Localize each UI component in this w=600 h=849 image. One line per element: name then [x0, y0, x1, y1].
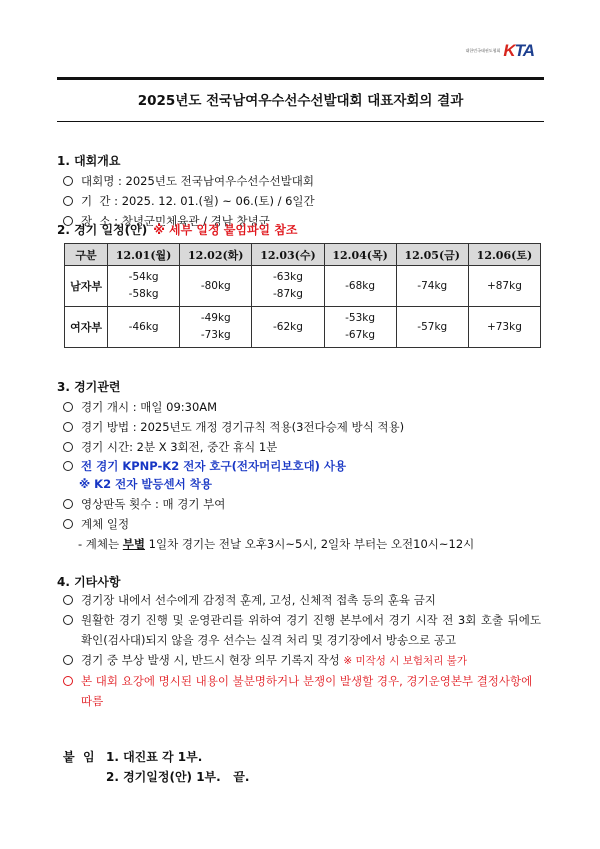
section-3-heading: 3. 경기관련 [57, 380, 121, 394]
header-cell: 12.01(월) [108, 244, 180, 266]
bullet-icon [63, 442, 73, 452]
s4-item-dispute [63, 671, 541, 711]
s1-item-venue-text: 장 소 : 창녕군민체육관 / 경남 창녕군 [81, 214, 270, 228]
weighin-detail-underlined: 부별 [122, 537, 146, 551]
attachment-2: 2. 경기일정(안) 1부. 끝. [106, 770, 250, 784]
weight-class: -68kg [345, 279, 376, 292]
s3-item-video-text: 영상판독 횟수 : 매 경기 부여 [81, 497, 226, 511]
bullet-icon [63, 655, 73, 665]
header-cell: 12.04(목) [324, 244, 396, 266]
s4-injury-warning: ※ 미작성 시 보험처리 불가 [343, 655, 467, 667]
s4-item-callout [63, 610, 541, 650]
attachment-1: 1. 대진표 각 1부. [106, 750, 203, 764]
weight-class: -63kg [272, 271, 303, 283]
title-rule-bottom [57, 121, 544, 122]
bullet-icon [63, 676, 73, 686]
table-cell [324, 266, 396, 307]
s1-item-period [63, 193, 315, 209]
logo-mark-k: K [503, 41, 515, 60]
bullet-icon [63, 402, 73, 412]
bullet-icon [63, 595, 73, 605]
weight-class: -87kg [272, 288, 303, 300]
s3-item-time [63, 439, 277, 455]
s1-item-name [63, 173, 314, 189]
weighin-detail-pre: - 계체는 [78, 537, 120, 551]
weight-class: -53kg [345, 312, 376, 324]
s3-item-weighin-text: 계체 일정 [81, 517, 130, 531]
weight-class: -67kg [345, 329, 376, 341]
table-row-women [65, 307, 541, 348]
s3-item-video [63, 496, 225, 512]
attachment-label: 붙 임 [63, 750, 95, 764]
schedule-table [64, 243, 541, 348]
title-rule-top [57, 77, 544, 80]
s3-item-start [63, 399, 217, 415]
header-cell: 12.03(수) [252, 244, 324, 266]
table-header-row [65, 244, 541, 266]
row-label: 여자부 [65, 307, 108, 348]
s4-item-injury-text: 경기 중 부상 발생 시, 반드시 현장 의무 기록지 작성 [81, 653, 340, 667]
table-cell [252, 307, 324, 348]
s3-item-time-text: 경기 시간: 2분 X 3회전, 중간 휴식 1분 [81, 440, 278, 454]
weight-class: -62kg [272, 320, 303, 333]
logo-mark [503, 41, 534, 61]
s3-item-equipment-text: 전 경기 KPNP-K2 전자 호구(전자머리보호대) 사용 [81, 459, 347, 473]
table-cell [108, 266, 180, 307]
header-cell: 12.06(토) [468, 244, 540, 266]
section-4-heading: 4. 기타사항 [57, 575, 121, 589]
s4-item-discipline [63, 590, 541, 610]
weight-class: -49kg [200, 312, 231, 324]
weight-class: -57kg [417, 320, 448, 333]
table-cell [180, 307, 252, 348]
s3-item-weighin [63, 516, 129, 532]
s4-item-injury [63, 650, 541, 671]
weighin-detail-post: 1일차 경기는 전날 오후3시~5시, 2일차 부터는 오전10시~12시 [148, 537, 475, 551]
s3-item-method-text: 경기 방법 : 2025년도 개정 경기규칙 적용(3전다승제 방식 적용) [81, 420, 405, 434]
bullet-icon [63, 615, 73, 625]
table-cell [468, 307, 540, 348]
section-2-heading [57, 221, 298, 238]
bullet-icon [63, 499, 73, 509]
page-title: 2025년도 전국남여우수선수선발대회 대표자회의 결과 [137, 93, 464, 109]
s4-item-discipline-text: 경기장 내에서 선수에게 감정적 훈계, 고성, 신체적 접촉 등의 훈육 금지 [81, 593, 436, 607]
table-row-men [65, 266, 541, 307]
section-2-title: 2. 경기 일정(안) [57, 223, 148, 237]
bullet-icon [63, 519, 73, 529]
bullet-icon [63, 176, 73, 186]
s1-item-period-text: 기 간 : 2025. 12. 01.(월) ~ 06.(토) / 6일간 [81, 194, 315, 208]
header-cell: 12.05(금) [396, 244, 468, 266]
row-label: 남자부 [65, 266, 108, 307]
section-1-heading: 1. 대회개요 [57, 154, 121, 168]
s3-weighin-detail [78, 536, 474, 552]
weight-class: -74kg [417, 279, 448, 292]
s4-item-callout-text: 원활한 경기 진행 및 운영관리를 위하여 경기 진행 본부에서 경기 시작 전 3회 호출 뒤에도 확인(검사대)되지 않을 경우 선수는 실격 처리 및 경기장에서 방송으로 공고 [81, 613, 541, 647]
table-cell [396, 266, 468, 307]
s3-item-start-text: 경기 개시 : 매일 09:30AM [81, 400, 218, 414]
s4-list [63, 590, 541, 711]
bullet-icon [63, 196, 73, 206]
bullet-icon [63, 422, 73, 432]
weight-class: -58kg [128, 288, 159, 300]
table-cell [252, 266, 324, 307]
table-cell [108, 307, 180, 348]
weight-class: -80kg [200, 279, 231, 292]
s3-sensor-note: ※ K2 전자 발등센서 착용 [79, 477, 212, 491]
weight-class: -73kg [200, 329, 231, 341]
header-cell: 구분 [65, 244, 108, 266]
weight-class: -46kg [128, 320, 159, 333]
table-cell [180, 266, 252, 307]
logo-mark-ta: TA [514, 41, 534, 60]
s3-item-method [63, 419, 404, 435]
kta-logo [466, 41, 534, 61]
s1-item-name-text: 대회명 : 2025년도 전국남여우수선수선발대회 [81, 174, 314, 188]
weight-class: +87kg [486, 279, 522, 292]
s4-item-dispute-text: 본 대회 요강에 명시된 내용이 불분명하거나 분쟁이 발생할 경우, 경기운영본부 결정사항에 따름 [81, 674, 533, 708]
table-cell [396, 307, 468, 348]
schedule-note: ※ 세부 일정 붙임파일 참조 [153, 223, 298, 237]
bullet-icon [63, 461, 73, 471]
s3-item-equipment [63, 458, 346, 474]
header-cell: 12.02(화) [180, 244, 252, 266]
table-cell [324, 307, 396, 348]
logo-small-text: 대한민국태권도협회 [465, 48, 501, 53]
weight-class: +73kg [486, 320, 522, 333]
table-cell [468, 266, 540, 307]
weight-class: -54kg [128, 271, 159, 283]
